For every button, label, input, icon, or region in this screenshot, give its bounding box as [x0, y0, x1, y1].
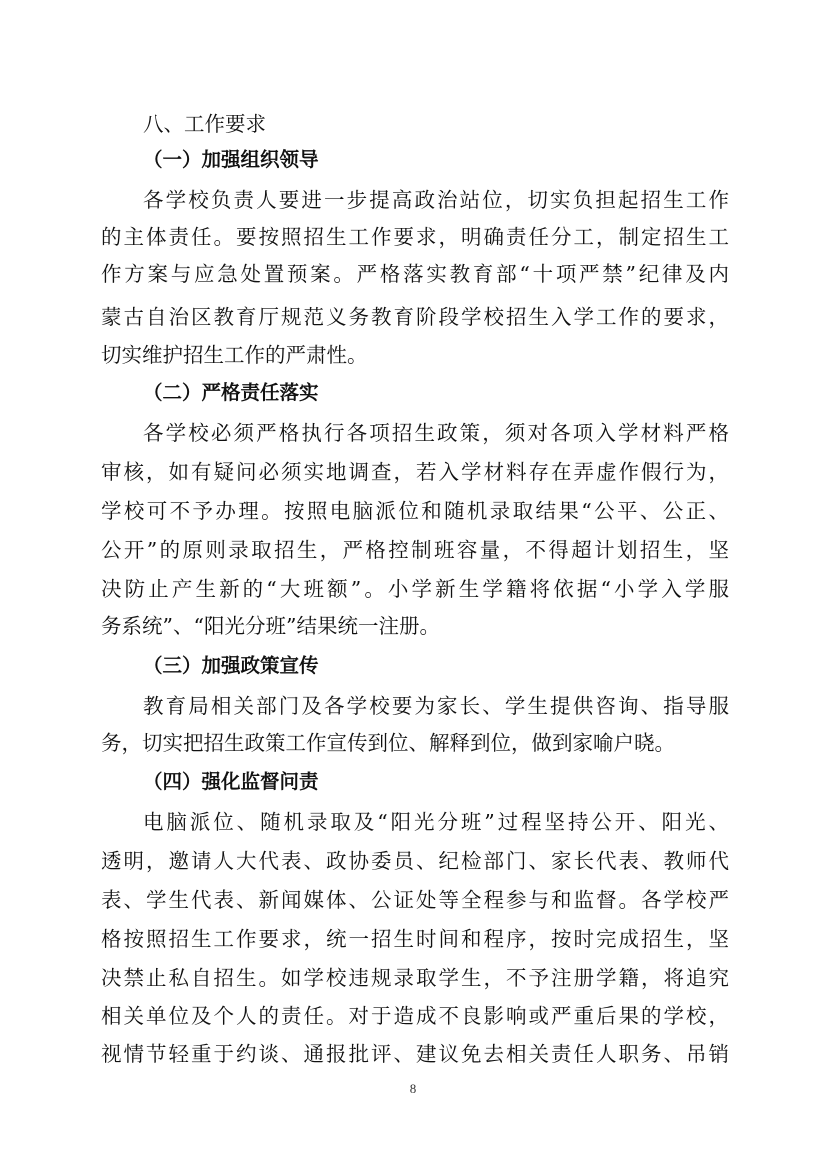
page-number: 8 [409, 1081, 417, 1096]
subsection-title-3: （三）加强政策宣传 [143, 654, 319, 677]
paragraph-line: 透明，邀请人大代表、政协委员、纪检部门、家长代表、教师代 [101, 849, 729, 873]
paragraph-line: 决禁止私自招生。如学校违规录取学生，不予注册学籍，将追究 [101, 966, 729, 990]
paragraph-line: 格按照招生工作要求，统一招生时间和程序，按时完成招生，坚 [101, 927, 729, 951]
paragraph-line: 电脑派位、随机录取及“阳光分班”过程坚持公开、阳光、 [143, 810, 729, 834]
paragraph-line: 务系统”、“阳光分班”结果统一注册。 [101, 614, 440, 638]
paragraph-line: 作方案与应急处置预案。严格落实教育部“十项严禁”纪律及内 [101, 262, 729, 286]
paragraph-line: 相关单位及个人的责任。对于造成不良影响或严重后果的学校， [101, 1004, 729, 1028]
paragraph-line: 表、学生代表、新闻媒体、公证处等全程参与和监督。各学校严 [101, 888, 729, 912]
paragraph-line: 的主体责任。要按照招生工作要求，明确责任分工，制定招生工 [101, 225, 729, 249]
paragraph-line: 各学校负责人要进一步提高政治站位，切实负担起招生工作 [143, 188, 729, 212]
paragraph-line: 决防止产生新的“大班额”。小学新生学籍将依据“小学入学服 [101, 577, 729, 601]
paragraph-line: 审核，如有疑问必须实地调查，若入学材料存在弄虚作假行为， [101, 460, 729, 484]
paragraph-line: 学校可不予办理。按照电脑派位和随机录取结果“公平、公正、 [101, 499, 729, 523]
paragraph-line: 公开”的原则录取招生，严格控制班容量，不得超计划招生，坚 [101, 538, 729, 562]
subsection-title-4: （四）强化监督问责 [143, 770, 319, 793]
paragraph-line: 务，切实把招生政策工作宣传到位、解释到位，做到家喻户晓。 [101, 731, 675, 755]
paragraph-line: 视情节轻重于约谈、通报批评、建议免去相关责任人职务、吊销 [101, 1042, 729, 1066]
paragraph-line: 蒙古自治区教育厅规范义务教育阶段学校招生入学工作的要求， [101, 305, 729, 329]
paragraph-line: 各学校必须严格执行各项招生政策，须对各项入学材料严格 [143, 421, 729, 445]
section-heading: 八、工作要求 [143, 112, 266, 136]
subsection-title-2: （二）严格责任落实 [143, 381, 319, 404]
paragraph-line: 教育局相关部门及各学校要为家长、学生提供咨询、指导服 [143, 694, 729, 718]
paragraph-line: 切实维护招生工作的严肃性。 [101, 343, 368, 367]
subsection-title-1: （一）加强组织领导 [143, 148, 319, 171]
